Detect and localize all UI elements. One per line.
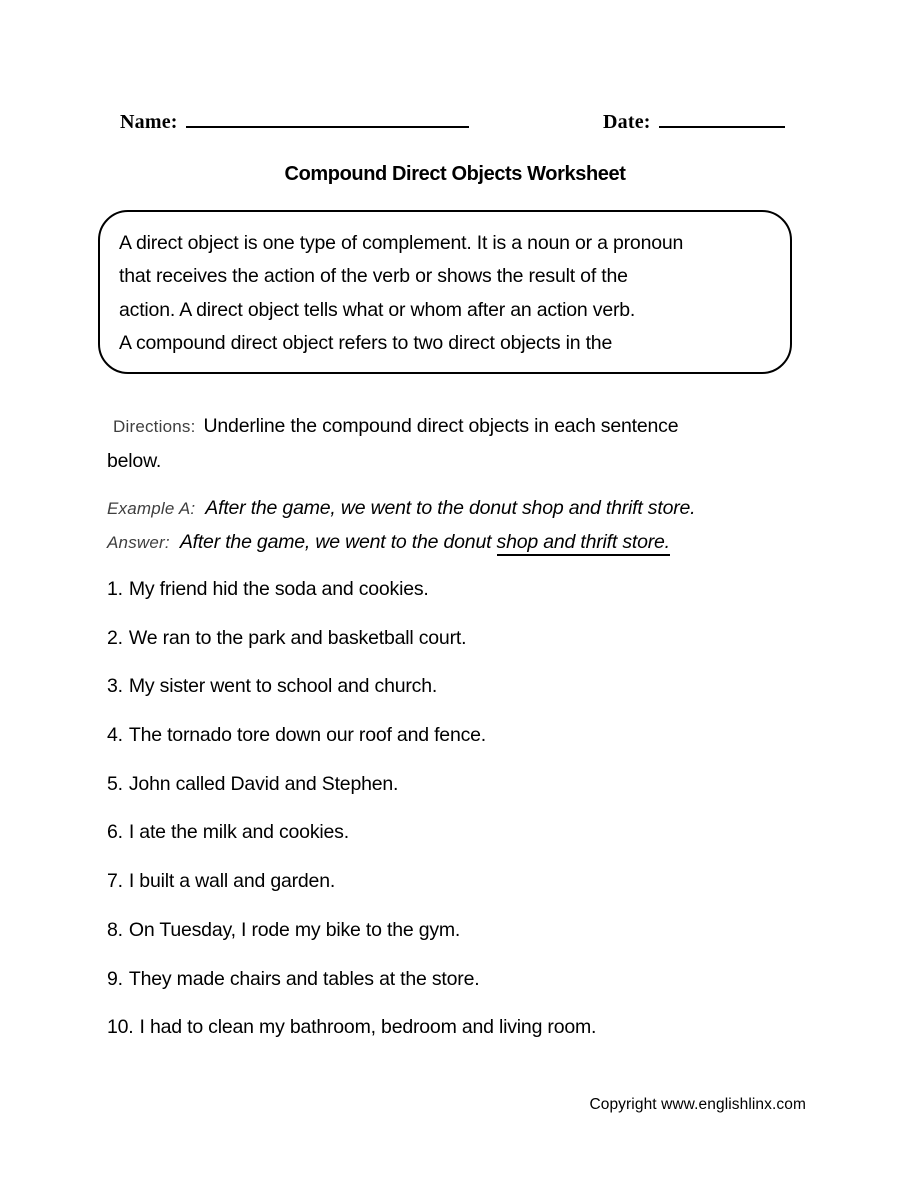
sentence-text: My friend hid the soda and cookies.: [128, 578, 429, 600]
date-blank-line: [659, 106, 785, 128]
answer-sentence-prefix: After the game, we went to the donut: [179, 530, 497, 553]
sentence-number: 1.: [107, 578, 123, 600]
date-label: Date:: [603, 111, 651, 133]
sentence-number: 9.: [107, 967, 123, 990]
answer-label: Answer:: [107, 532, 170, 552]
sentence-number: 3.: [107, 675, 123, 698]
page-title: Compound Direct Objects Worksheet: [284, 163, 626, 185]
sentence-text: They made chairs and tables at the store.: [128, 967, 480, 990]
example-a-row: [107, 492, 827, 526]
sentence-text: I had to clean my bathroom, bedroom and living room.: [139, 1016, 597, 1039]
name-field-group: [120, 106, 469, 134]
sentence-item: [107, 869, 847, 894]
sentence-text: On Tuesday, I rode my bike to the gym.: [128, 918, 461, 941]
sentence-number: 4.: [107, 724, 123, 747]
answer-row: [107, 526, 827, 560]
sentence-number: 2.: [107, 626, 123, 649]
sentence-item: [107, 674, 847, 699]
sentence-number: 8.: [107, 918, 123, 941]
sentence-item: [107, 577, 847, 602]
definition-line: A compound direct object refers to two direct objects in the: [119, 332, 613, 355]
sentence-text: The tornado tore down our roof and fence.: [128, 724, 486, 747]
directions-section: [107, 409, 807, 478]
sentence-list: [107, 577, 847, 1064]
sentence-item: [107, 626, 847, 651]
example-a-label: Example A:: [107, 499, 196, 518]
sentence-item: [107, 1015, 847, 1040]
directions-label: Directions:: [113, 417, 196, 436]
example-block: [107, 492, 827, 559]
sentence-number: 6.: [107, 821, 123, 844]
sentence-item: [107, 967, 847, 992]
sentence-text: John called David and Stephen.: [128, 772, 399, 795]
sentence-text: I built a wall and garden.: [128, 870, 336, 893]
name-blank-line: [186, 106, 469, 128]
definition-line: that receives the action of the verb or shows the result of the: [119, 265, 628, 288]
definition-line: A direct object is one type of complement. It is a noun or a pronoun: [119, 232, 684, 254]
sentence-item: [107, 772, 847, 797]
sentence-text: We ran to the park and basketball court.: [128, 626, 467, 649]
sentence-item: [107, 918, 847, 943]
header-row: [0, 106, 910, 136]
sentence-number: 10.: [107, 1016, 134, 1039]
sentence-item: [107, 820, 847, 845]
copyright-text: Copyright www.englishlinx.com: [589, 1096, 806, 1113]
directions-text-line2: below.: [107, 450, 162, 472]
name-label: Name:: [120, 111, 178, 133]
definition-box: [98, 210, 792, 374]
sentence-number: 7.: [107, 870, 123, 893]
directions-text-line1: Underline the compound direct objects in each sentence: [203, 415, 679, 437]
definition-line: action. A direct object tells what or whom after an action verb.: [119, 298, 636, 321]
answer-underlined-phrase: shop and thrift store.: [497, 531, 670, 556]
date-field-group: [603, 106, 785, 134]
sentence-text: My sister went to school and church.: [128, 675, 438, 698]
sentence-number: 5.: [107, 772, 123, 795]
example-a-sentence: After the game, we went to the donut shop and thrift store.: [205, 497, 696, 519]
sentence-item: [107, 723, 847, 748]
sentence-text: I ate the milk and cookies.: [128, 821, 349, 844]
